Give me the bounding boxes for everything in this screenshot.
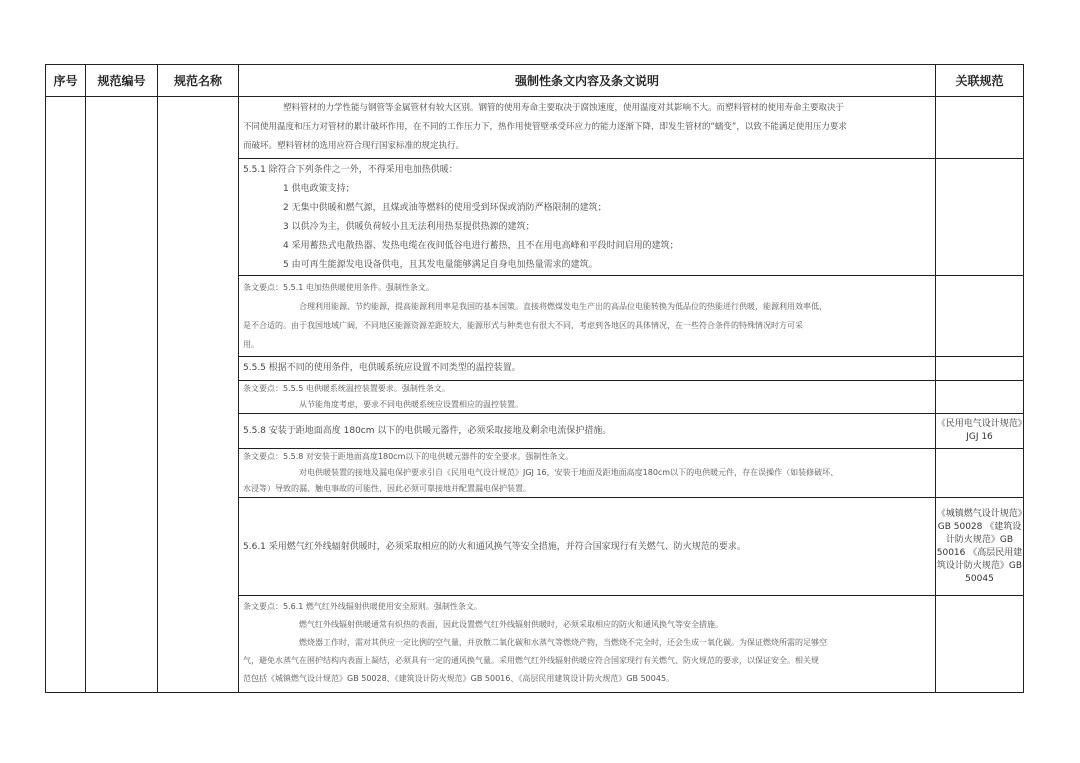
content-line: 5.5.5 根据不同的使用条件，电供暖系统应设置不同类型的温控装置。 — [243, 363, 521, 373]
name-cell — [158, 97, 239, 693]
content-cell — [239, 159, 936, 276]
content-line: 燃气红外线辐射供暖通常有炽热的表面，因此设置燃气红外线辐射供暖时，必须采取相应的防火和通风换气等安全措施。 — [299, 620, 723, 629]
content-line: 4 采用蓄热式电散热器、发热电缆在夜间低谷电进行蓄热，且不在用电高峰和平段时间启用的建筑； — [283, 241, 679, 251]
header-no: 序号 — [46, 65, 86, 97]
related-cell — [936, 97, 1024, 159]
content-cell — [239, 381, 936, 414]
content-cell — [239, 276, 936, 357]
related-cell — [936, 159, 1024, 276]
content-line: 5.5.1 除符合下列条件之一外，不得采用电加热供暖： — [243, 165, 458, 175]
content-line: 而破坏。塑料管材的选用应符合现行国家标准的规定执行。 — [243, 141, 465, 151]
content-line: 条文要点：5.5.1 电加热供暖使用条件。强制性条文。 — [243, 283, 434, 292]
related-cell: 《民用电气设计规范》JGJ 16 — [936, 414, 1024, 449]
content-line: 用。 — [243, 340, 259, 349]
content-line: 2 无集中供暖和燃气源，且煤或油等燃料的使用受到环保或消防严格限制的建筑； — [283, 203, 607, 213]
header-name: 规范名称 — [158, 65, 239, 97]
code-cell — [86, 97, 158, 693]
content-cell — [239, 596, 936, 693]
content-line: 条文要点：5.6.1 燃气红外线辐射供暖使用安全原则。强制性条文。 — [243, 602, 482, 611]
content-line: 水浸等）导致的漏、触电事故的可能性，因此必须可靠接地并配置漏电保护装置。 — [243, 484, 531, 493]
related-cell — [936, 449, 1024, 498]
content-line: 条文要点：5.5.8 对安装于距地面高度180cm以下的电供暖元器件的安全要求。强制性条文。 — [243, 452, 574, 461]
content-line: 是不合适的。由于我国地域广阔，不同地区能源资源差距较大，能源形式与种类也有很大不同，考虑到各地区的具体情况，在一些符合条件的特殊情况时方可采 — [243, 321, 803, 330]
content-line: 5.6.1 采用燃气红外线辐射供暖时，必须采取相应的防火和通风换气等安全措施，并符合国家现行有关燃气、防火规范的要求。 — [243, 541, 746, 552]
content-line: 塑料管材的力学性能与钢管等金属管材有较大区别。钢管的使用寿命主要取决于腐蚀速度，使用温度对其影响不大。而塑料管材的使用寿命主要取决于 — [283, 103, 845, 113]
content-line: 从节能角度考虑，要求不同电供暖系统应设置相应的温控装置。 — [299, 400, 523, 409]
related-cell — [936, 596, 1024, 693]
content-cell — [239, 449, 936, 498]
no-cell — [46, 97, 86, 693]
content-line: 5 由可再生能源发电设备供电，且其发电量能够满足自身电加热量需求的建筑。 — [283, 260, 598, 270]
standards-table — [45, 64, 1023, 708]
related-cell — [936, 276, 1024, 357]
content-line: 不同使用温度和压力对管材的累计破坏作用，在不同的工作压力下，热作用使管壁承受环应力的能力逐渐下降，即发生管材的“蠕变”，以致不能满足使用压力要求 — [243, 122, 847, 132]
content-line: 1 供电政策支持； — [283, 184, 355, 194]
table-header-row — [46, 65, 1024, 97]
content-line: 3 以供冷为主，供暖负荷较小且无法利用热泵提供热源的建筑； — [283, 222, 535, 232]
content-line: 范包括《城镇燃气设计规范》GB 50028、《建筑设计防火规范》GB 50016、《高层民用建筑设计防火规范》GB 50045。 — [243, 674, 675, 683]
content-line: 燃烧器工作时，需对其供应一定比例的空气量，并放散二氧化碳和水蒸气等燃烧产物，当燃烧不完全时，还会生成一氧化碳。为保证燃烧所需的足够空 — [299, 638, 827, 647]
content-cell — [239, 498, 936, 596]
related-cell — [936, 381, 1024, 414]
content-cell — [239, 414, 936, 449]
table — [45, 64, 1024, 693]
header-code: 规范编号 — [86, 65, 158, 97]
content-line: 气，避免水蒸气在围护结构内表面上凝结，必须具有一定的通风换气量。采用燃气红外线辐射供暖应符合国家现行有关燃气、防火规范的要求，以保证安全。相关规 — [243, 656, 819, 665]
related-cell — [936, 357, 1024, 381]
content-line: 条文要点：5.5.5 电供暖系统温控装置要求。强制性条文。 — [243, 384, 450, 393]
table-row — [46, 97, 1024, 159]
content-line: 5.5.8 安装于距地面高度 180cm 以下的电供暖元器件，必须采取接地及剩余电流保护措施。 — [243, 426, 612, 436]
header-content: 强制性条文内容及条文说明 — [239, 65, 936, 97]
content-line: 对电供暖装置的接地及漏电保护要求引自《民用电气设计规范》JGJ 16，安装于地面及距地面高度180cm以下的电供暖元件，存在误操作（如装修破坏、 — [299, 468, 839, 477]
content-cell — [239, 97, 936, 159]
content-cell — [239, 357, 936, 381]
content-line: 合理利用能源、节约能源，提高能源利用率是我国的基本国策。直接将燃煤发电生产出的高品位电能转换为低品位的热能进行供暖，能源利用效率低， — [299, 302, 827, 311]
related-cell: 《城镇燃气设计规范》GB 50028 《建筑设计防火规范》GB 50016 《高层民用建筑设计防火规范》GB 50045 — [936, 498, 1024, 596]
header-related: 关联规范 — [936, 65, 1024, 97]
